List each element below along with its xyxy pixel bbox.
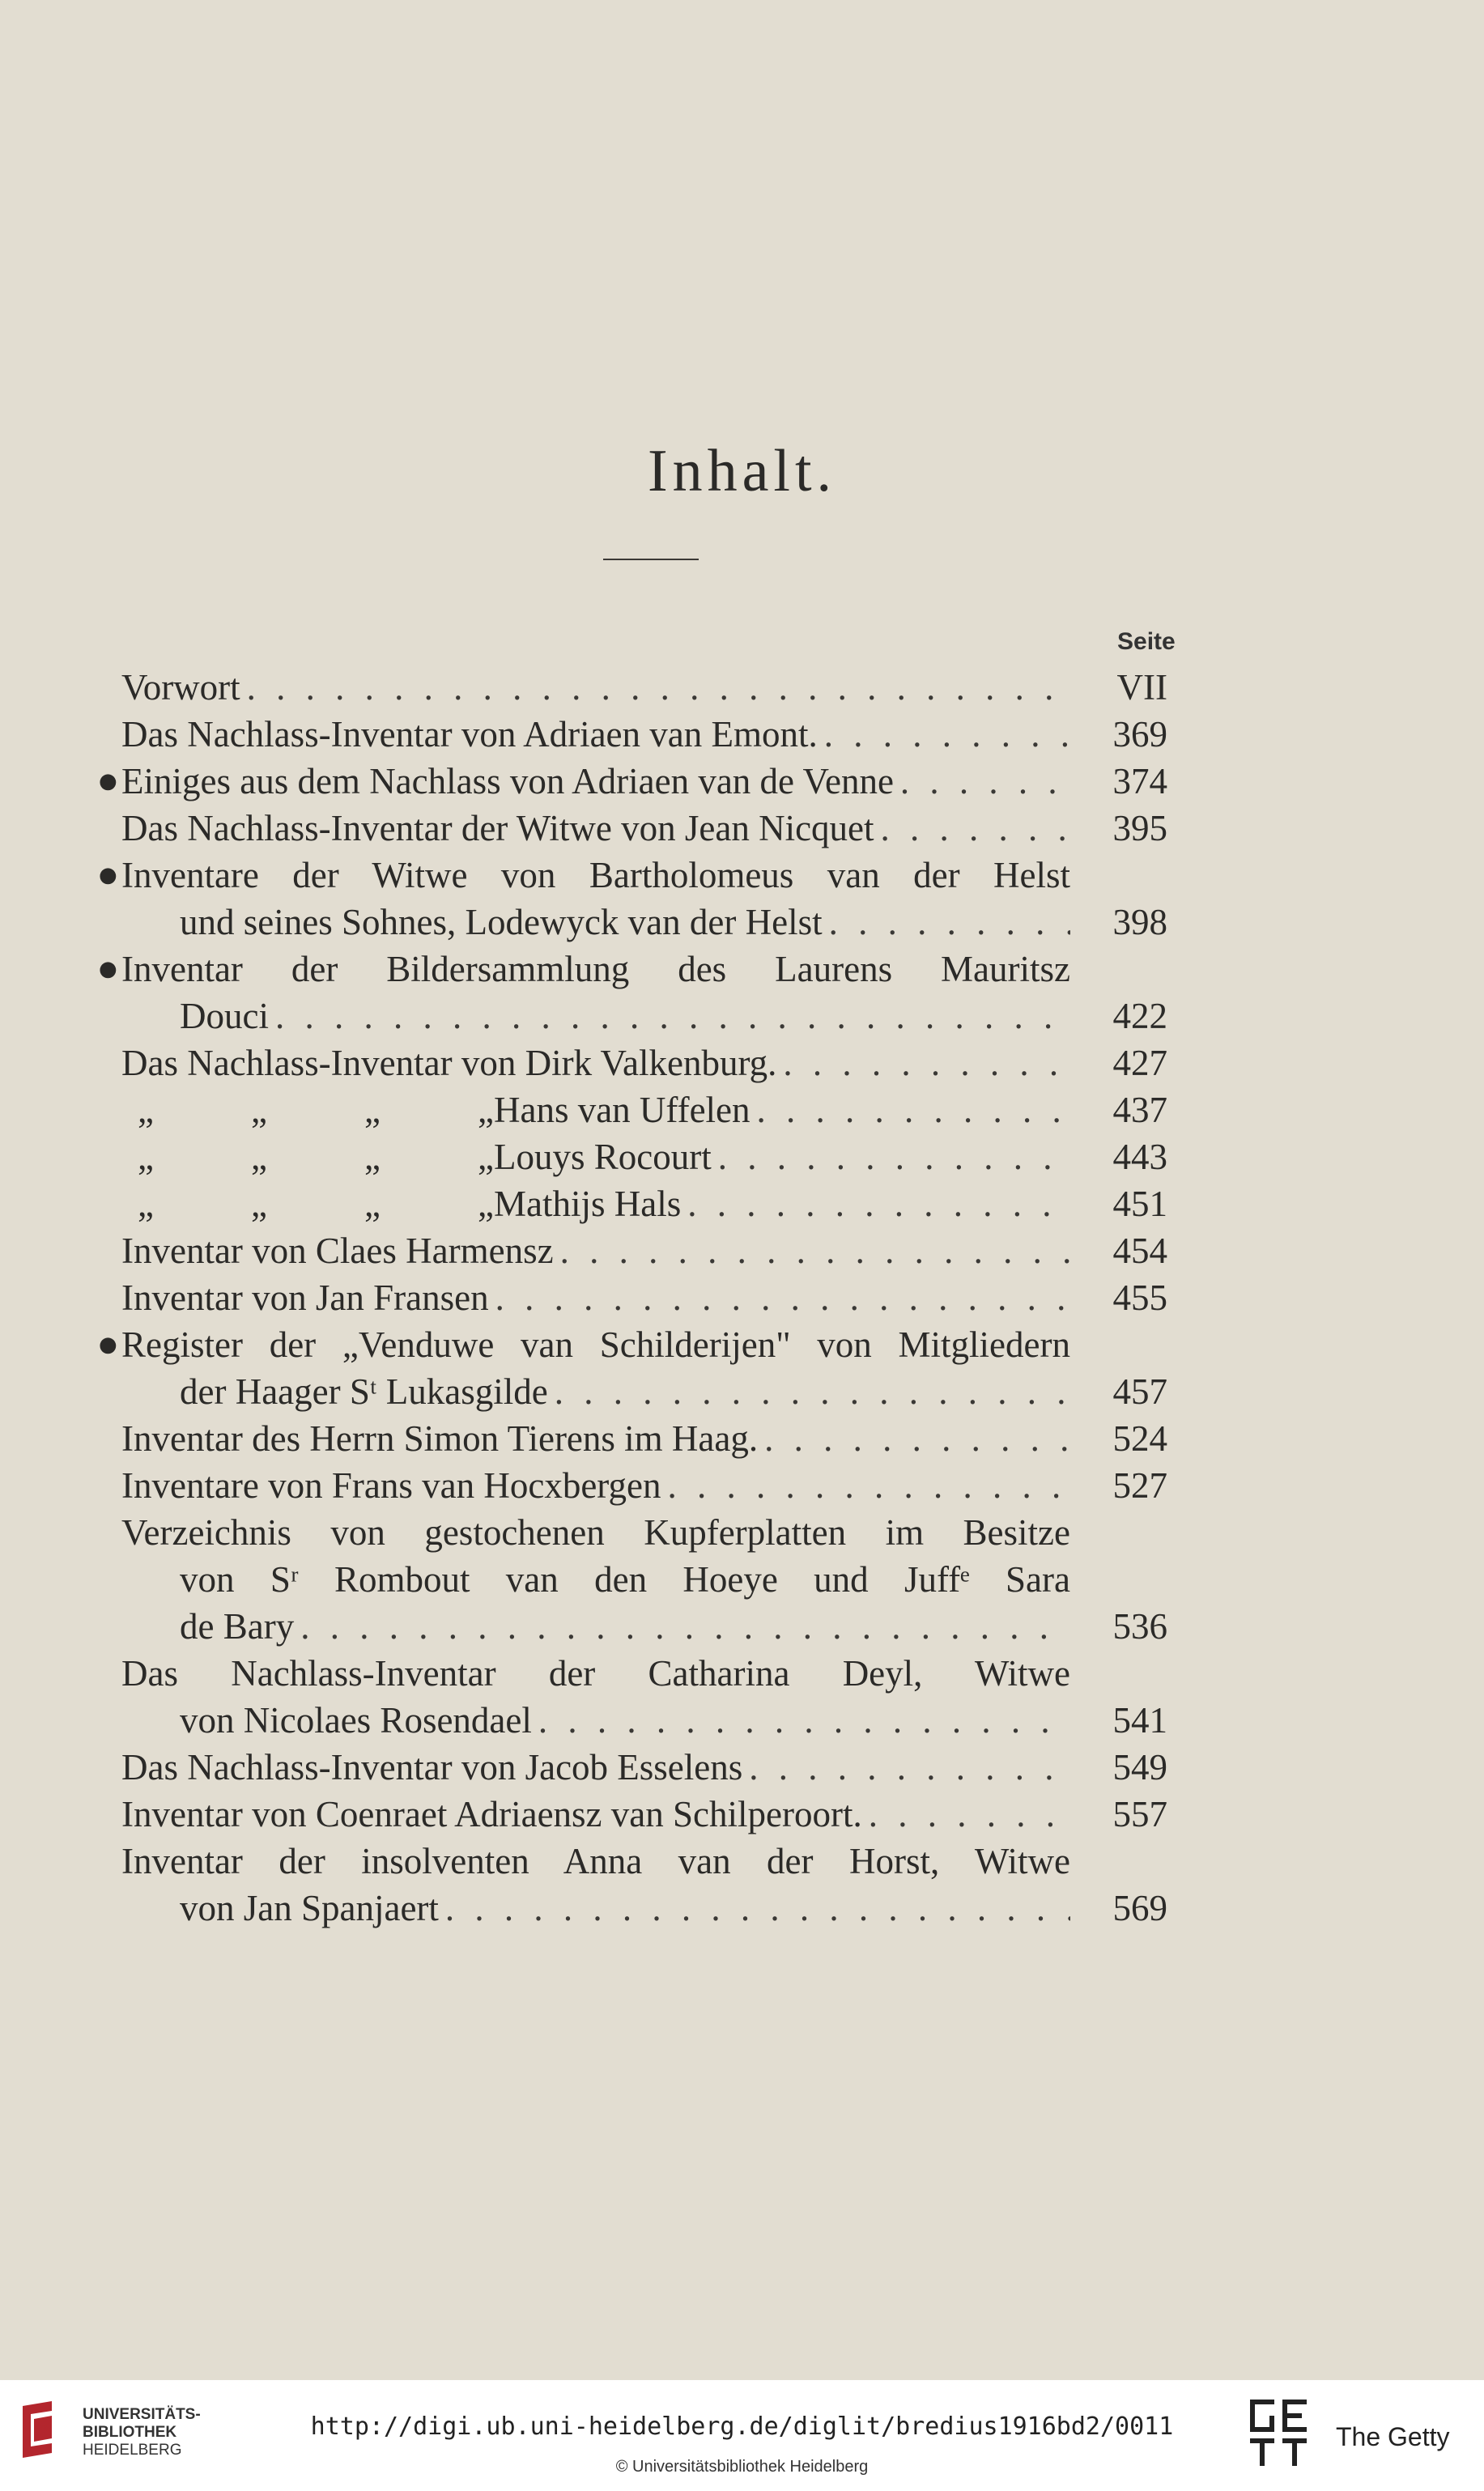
toc-entry-line — [138, 1086, 1070, 1133]
toc-entry-text: Vorwort — [121, 667, 240, 708]
dot-leader — [247, 664, 1070, 711]
toc-page-number: 422 — [1112, 996, 1167, 1036]
entry-bullet-icon: ● — [99, 957, 117, 981]
dot-leader — [560, 1227, 1070, 1274]
dot-leader — [824, 711, 1070, 758]
title-rule — [603, 559, 699, 560]
dot-leader — [718, 1133, 1070, 1180]
dot-leader — [749, 1744, 1070, 1791]
toc-page-number: VII — [1116, 667, 1167, 708]
page-title: Inhalt. — [647, 438, 837, 504]
toc-page-number: 527 — [1112, 1465, 1167, 1506]
dot-leader — [687, 1180, 1070, 1227]
ditto-marks — [138, 1086, 478, 1133]
dot-leader — [757, 1086, 1070, 1133]
dot-leader — [783, 1039, 1070, 1086]
toc-entry-text: Douci — [180, 996, 269, 1036]
toc-page-number: 443 — [1112, 1137, 1167, 1177]
toc-entry-line — [121, 1838, 1070, 1885]
toc-entry-line — [121, 1509, 1070, 1556]
toc-entry-line — [121, 1791, 1070, 1838]
toc-entry-text: Das Nachlass-Inventar von Dirk Valkenburg. — [121, 1043, 777, 1083]
toc-entry-text: Inventar des Herrn Simon Tierens im Haag. — [121, 1418, 759, 1459]
toc-entry-line — [180, 1885, 1070, 1932]
toc-entry-line — [121, 805, 1070, 852]
dot-leader — [445, 1885, 1070, 1932]
getty-logo-icon — [1247, 2396, 1312, 2469]
toc-entry-text: von Nicolaes Rosendael — [180, 1700, 532, 1741]
library-line: UNIVERSITÄTS- — [83, 2406, 201, 2423]
toc-entry-line — [121, 711, 1070, 758]
toc-entry-line — [121, 758, 1070, 805]
toc-entry-line — [121, 664, 1070, 711]
toc-entry-text: „Hans van Uffelen — [478, 1090, 751, 1130]
toc-entry-text: Inventare der Witwe von Bartholomeus van der Helst — [121, 855, 1070, 895]
toc-entry-text: und seines Sohnes, Lodewyck van der Helst — [180, 902, 823, 942]
toc-page-number: 395 — [1112, 808, 1167, 848]
ditto-mark: „ — [138, 1184, 154, 1224]
ditto-mark: „ — [251, 1090, 267, 1130]
toc-entry-text: Das Nachlass-Inventar von Jacob Esselens — [121, 1747, 743, 1787]
dot-leader — [900, 758, 1070, 805]
toc-entry-line — [121, 1462, 1070, 1509]
toc-entry-line — [121, 1321, 1070, 1368]
toc-page-number: 374 — [1112, 761, 1167, 801]
ditto-mark: „ — [364, 1090, 381, 1130]
toc-entry-text: Einiges aus dem Nachlass von Adriaen van de Venne — [121, 761, 894, 801]
ditto-mark: „ — [364, 1184, 381, 1224]
toc-entry-line — [121, 1039, 1070, 1086]
entry-bullet-icon: ● — [99, 1333, 117, 1357]
toc-entry-line — [180, 1603, 1070, 1650]
toc-entry-line — [180, 1556, 1070, 1603]
dot-leader — [667, 1462, 1070, 1509]
toc-entry-text: Das Nachlass-Inventar von Adriaen van Emont. — [121, 714, 818, 755]
toc-entry-line — [121, 1744, 1070, 1791]
dot-leader — [495, 1274, 1070, 1321]
dot-leader — [275, 993, 1070, 1039]
toc-entry-text: Inventar der insolventen Anna van der Horst, Witwe — [121, 1841, 1070, 1881]
toc-page-number: 398 — [1112, 902, 1167, 942]
toc-page-number: 541 — [1112, 1700, 1167, 1741]
ditto-marks — [138, 1133, 478, 1180]
toc-entry-text: Inventar von Jan Fransen — [121, 1277, 489, 1318]
footer — [0, 2380, 1484, 2491]
toc-entry-text: Register der „Venduwe van Schilderijen" von Mitgliedern — [121, 1324, 1070, 1365]
toc-page-number: 557 — [1112, 1794, 1167, 1834]
entry-bullet-icon: ● — [99, 769, 117, 793]
ditto-marks — [138, 1180, 478, 1227]
toc-page-number: 524 — [1112, 1418, 1167, 1459]
toc-entry-text: Das Nachlass-Inventar der Catharina Deyl, Witwe — [121, 1653, 1070, 1694]
ditto-mark: „ — [138, 1090, 154, 1130]
toc-page-number: 536 — [1112, 1606, 1167, 1647]
dot-leader — [881, 805, 1070, 852]
toc-entry-text: Inventar der Bildersammlung des Laurens Mauritsz — [121, 949, 1070, 989]
toc-entry-text: der Haager Sᵗ Lukasgilde — [180, 1371, 548, 1412]
toc-page-number: 369 — [1112, 714, 1167, 755]
library-line: HEIDELBERG — [83, 2442, 182, 2459]
toc-entry-text: Inventare von Frans van Hocxbergen — [121, 1465, 661, 1506]
toc-entry-line — [121, 1274, 1070, 1321]
toc-entry-line — [121, 1227, 1070, 1274]
toc-entry-text: von Jan Spanjaert — [180, 1888, 439, 1928]
toc-page-number: 549 — [1112, 1747, 1167, 1787]
toc-page-number: 427 — [1112, 1043, 1167, 1083]
dot-leader — [538, 1697, 1070, 1744]
dot-leader — [829, 899, 1070, 946]
toc-entry-text: „Mathijs Hals — [478, 1184, 682, 1224]
toc-page-number: 437 — [1112, 1090, 1167, 1130]
toc-entry-line — [180, 1697, 1070, 1744]
toc-entry-text: Verzeichnis von gestochenen Kupferplatten im Besitze — [121, 1512, 1070, 1553]
toc-entry-line — [180, 993, 1070, 1039]
toc-page-number: 455 — [1112, 1277, 1167, 1318]
ditto-mark: „ — [364, 1137, 381, 1177]
toc-entry-line — [121, 852, 1070, 899]
toc-entry-line — [180, 1368, 1070, 1415]
toc-entry-text: de Bary — [180, 1606, 295, 1647]
toc-entry-text: „Louys Rocourt — [478, 1137, 712, 1177]
toc-entry-line — [180, 899, 1070, 946]
dot-leader — [300, 1603, 1070, 1650]
dot-leader — [764, 1415, 1070, 1462]
toc-entry-line — [121, 1650, 1070, 1697]
toc-entry-text: Inventar von Claes Harmensz — [121, 1231, 554, 1271]
toc-entry-text: Das Nachlass-Inventar der Witwe von Jean Nicquet — [121, 808, 874, 848]
dot-leader — [555, 1368, 1070, 1415]
toc-entry-line — [121, 1415, 1070, 1462]
library-line: BIBLIOTHEK — [83, 2424, 177, 2441]
source-url[interactable]: http://digi.ub.uni-heidelberg.de/diglit/bredius1916bd2/0011 — [310, 2412, 1174, 2441]
toc-page-number: 457 — [1112, 1371, 1167, 1412]
toc-entry-line — [138, 1180, 1070, 1227]
toc-entry-line — [138, 1133, 1070, 1180]
toc-entry-text: Inventar von Coenraet Adriaensz van Schilperoort. — [121, 1794, 862, 1834]
ditto-mark: „ — [251, 1137, 267, 1177]
copyright-notice: © Universitätsbibliothek Heidelberg — [615, 2458, 869, 2476]
toc-entry-text: von Sʳ Rombout van den Hoeye und Juffᵉ Sara — [180, 1559, 1070, 1600]
dot-leader — [869, 1791, 1070, 1838]
ditto-mark: „ — [251, 1184, 267, 1224]
toc-page-number: 451 — [1112, 1184, 1167, 1224]
toc-page-number: 454 — [1112, 1231, 1167, 1271]
toc-entry-line — [121, 946, 1070, 993]
ditto-mark: „ — [138, 1137, 154, 1177]
seite-label: Seite — [1117, 628, 1176, 655]
getty-name: The Getty — [1336, 2422, 1450, 2451]
entry-bullet-icon: ● — [99, 863, 117, 887]
toc-page-number: 569 — [1112, 1888, 1167, 1928]
